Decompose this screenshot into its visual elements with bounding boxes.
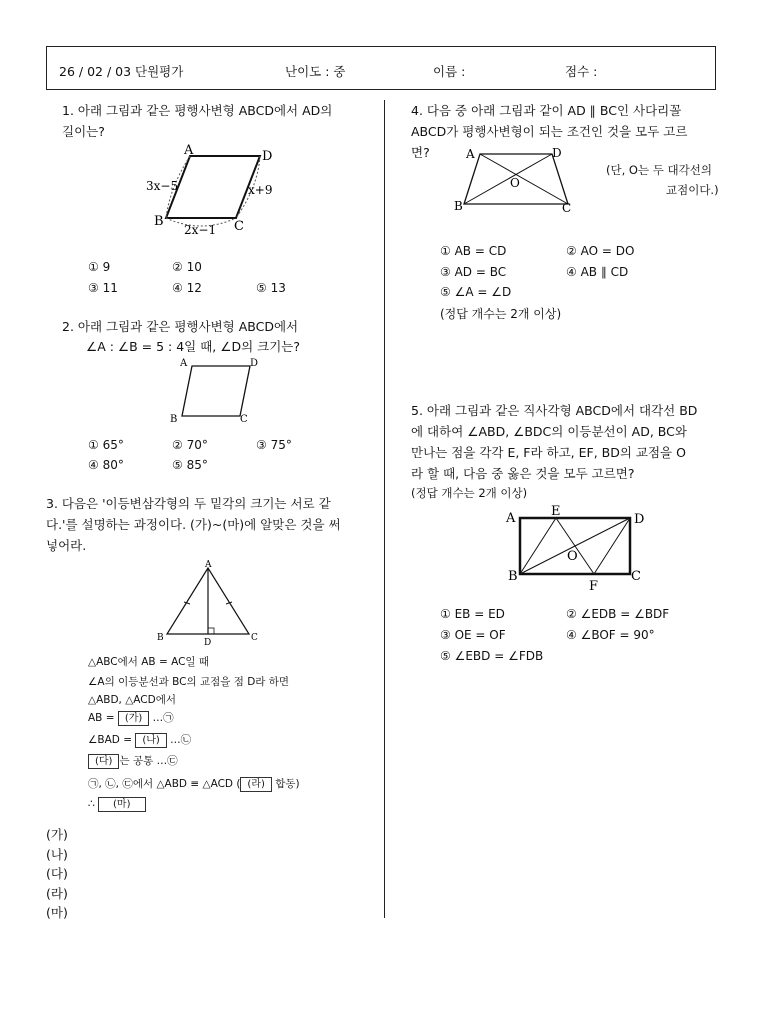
q2-label-D: D: [250, 358, 259, 369]
q4-answer-count-note: (정답 개수는 2개 이상): [440, 307, 562, 321]
q4-label-D: D: [552, 146, 562, 160]
q3-answer-na[interactable]: (나): [46, 846, 68, 862]
q1-label-C: C: [234, 219, 244, 234]
q3-proof-line-5: [88, 732, 191, 748]
header-score-label: 점수 :: [565, 64, 598, 79]
q2-text-2: ∠A : ∠B = 5 : 4일 때, ∠D의 크기는?: [86, 339, 300, 354]
q3-blank-na[interactable]: (나): [135, 733, 166, 748]
q4-label-B: B: [454, 199, 463, 213]
q3-label-C: C: [251, 633, 258, 643]
q1-text-1: 1. 아래 그림과 같은 평행사변형 ABCD에서 AD의: [62, 103, 333, 118]
q3-answer-ra[interactable]: (라): [46, 885, 68, 901]
q1-label-bottom: 2x−1: [184, 223, 217, 237]
q5-label-E: E: [551, 504, 561, 519]
q5-text-1: 5. 아래 그림과 같은 직사각형 ABCD에서 대각선 BD: [411, 403, 698, 418]
q2-choice-5[interactable]: ⑤ 85°: [172, 458, 208, 472]
q3-proof-line-1: △ABC에서 AB = AC일 때: [88, 656, 210, 668]
q3-text-3: 넣어라.: [46, 538, 87, 553]
q1-choice-4[interactable]: ④ 12: [172, 281, 202, 295]
q3-proof-line-3: △ABD, △ACD에서: [88, 694, 176, 706]
q3-label-A: A: [205, 560, 212, 570]
q3-proof-line-7b: 합동): [271, 778, 300, 790]
q4-choice-3[interactable]: ③ AD = BC: [440, 265, 507, 279]
q5-label-B: B: [508, 569, 518, 584]
q3-proof-line-4: [88, 710, 174, 726]
q5-label-O: O: [567, 549, 578, 564]
q1-choice-5[interactable]: ⑤ 13: [256, 281, 286, 295]
q1-label-right: x+9: [248, 183, 273, 197]
q3-isosceles-figure: [155, 558, 265, 646]
q3-blank-ga[interactable]: (가): [118, 711, 149, 726]
q3-label-B: B: [157, 633, 164, 643]
q1-label-left: 3x−5: [146, 179, 179, 193]
q4-choice-5[interactable]: ⑤ ∠A = ∠D: [440, 285, 512, 299]
q3-text-1: 3. 다음은 '이등변삼각형의 두 밑각의 크기는 서로 같: [46, 496, 331, 511]
q4-label-A: A: [466, 147, 475, 161]
q1-text-2: 길이는?: [62, 124, 105, 139]
q5-choice-2[interactable]: ② ∠EDB = ∠BDF: [566, 607, 670, 621]
q3-proof-line-6b: 는 공통 …㉢: [119, 755, 178, 767]
q4-note-2: 교점이다.): [666, 183, 719, 197]
q4-trapezoid-figure: [452, 142, 582, 214]
q2-label-C: C: [240, 414, 248, 425]
q2-choice-4[interactable]: ④ 80°: [88, 458, 124, 472]
q3-proof-line-2: ∠A의 이등분선과 BC의 교점을 점 D라 하면: [88, 676, 290, 688]
q5-text-3: 만나는 점을 각각 E, F라 하고, EF, BD의 교점을 O: [411, 445, 686, 460]
header-box: [46, 46, 716, 90]
q1-choice-3[interactable]: ③ 11: [88, 281, 118, 295]
q4-choice-4[interactable]: ④ AB ∥ CD: [566, 265, 629, 279]
q3-blank-ra[interactable]: (라): [240, 777, 271, 792]
q2-text-1: 2. 아래 그림과 같은 평행사변형 ABCD에서: [62, 319, 299, 334]
q3-proof-line-7a: ㉠, ㉡, ㉢에서 △ABD ≡ △ACD (: [88, 778, 241, 790]
q1-label-B: B: [154, 214, 164, 229]
q3-proof-line-5a: ∠BAD =: [88, 734, 136, 746]
q5-label-A: A: [506, 511, 516, 526]
q4-text-1: 4. 다음 중 아래 그림과 같이 AD ∥ BC인 사다리꼴: [411, 103, 682, 118]
q3-proof-box: [78, 650, 333, 822]
q5-label-F: F: [589, 579, 599, 592]
q3-proof-line-8: [88, 797, 146, 812]
q1-parallelogram-figure: [140, 142, 290, 237]
q4-choice-2[interactable]: ② AO = DO: [566, 244, 635, 258]
column-divider: [384, 100, 385, 918]
q1-choice-1[interactable]: ① 9: [88, 260, 111, 274]
q3-label-D: D: [204, 638, 212, 646]
header-name-label: 이름 :: [433, 64, 466, 79]
header-date: 26 / 02 / 03 단원평가: [59, 64, 184, 79]
q2-choice-1[interactable]: ① 65°: [88, 438, 124, 452]
header-difficulty: 난이도 : 중: [285, 64, 346, 79]
q1-label-D: D: [262, 149, 273, 164]
q3-proof-line-6: [88, 753, 178, 769]
q5-choice-5[interactable]: ⑤ ∠EBD = ∠FDB: [440, 649, 544, 663]
q2-label-B: B: [170, 414, 178, 425]
q2-label-A: A: [180, 358, 188, 369]
q5-label-C: C: [631, 569, 641, 584]
q3-proof-line-5b: …㉡: [166, 734, 192, 746]
q4-text-2: ABCD가 평행사변형이 되는 조건인 것을 모두 고르: [411, 124, 688, 139]
q1-label-A: A: [184, 143, 194, 158]
q4-note-1: (단, O는 두 대각선의: [606, 163, 712, 177]
q5-text-5: (정답 개수는 2개 이상): [411, 486, 528, 500]
q3-proof-line-7: [88, 776, 300, 792]
q3-proof-line-4a: AB =: [88, 712, 118, 724]
q5-text-4: 라 할 때, 다음 중 옳은 것을 모두 고르면?: [411, 466, 635, 481]
q5-label-D: D: [634, 512, 645, 527]
q2-parallelogram-figure: [170, 352, 270, 427]
q2-choice-2[interactable]: ② 70°: [172, 438, 208, 452]
q1-choice-2[interactable]: ② 10: [172, 260, 202, 274]
q4-label-C: C: [562, 201, 572, 214]
q3-answer-ga[interactable]: (가): [46, 827, 68, 842]
q3-blank-ma[interactable]: (마): [98, 797, 145, 812]
q5-rectangle-figure: [500, 500, 660, 592]
q3-blank-da[interactable]: (다): [88, 754, 119, 769]
q2-choice-3[interactable]: ③ 75°: [256, 438, 292, 452]
q5-choice-4[interactable]: ④ ∠BOF = 90°: [566, 628, 655, 642]
q4-text-3: 면?: [411, 145, 430, 160]
q3-therefore: ∴: [88, 798, 99, 810]
q3-proof-line-4b: …㉠: [149, 712, 174, 724]
q3-answer-ma[interactable]: (마): [46, 905, 68, 920]
q3-answer-list: [46, 825, 68, 923]
q5-choice-1[interactable]: ① EB = ED: [440, 607, 505, 621]
q4-choice-1[interactable]: ① AB = CD: [440, 244, 507, 258]
q3-text-2: 다.'를 설명하는 과정이다. (가)~(마)에 알맞은 것을 써: [46, 517, 341, 532]
q3-answer-da[interactable]: (다): [46, 866, 68, 881]
q5-text-2: 에 대하여 ∠ABD, ∠BDC의 이등분선이 AD, BC와: [411, 424, 687, 439]
q5-choice-3[interactable]: ③ OE = OF: [440, 628, 506, 642]
q4-label-O: O: [510, 176, 520, 190]
